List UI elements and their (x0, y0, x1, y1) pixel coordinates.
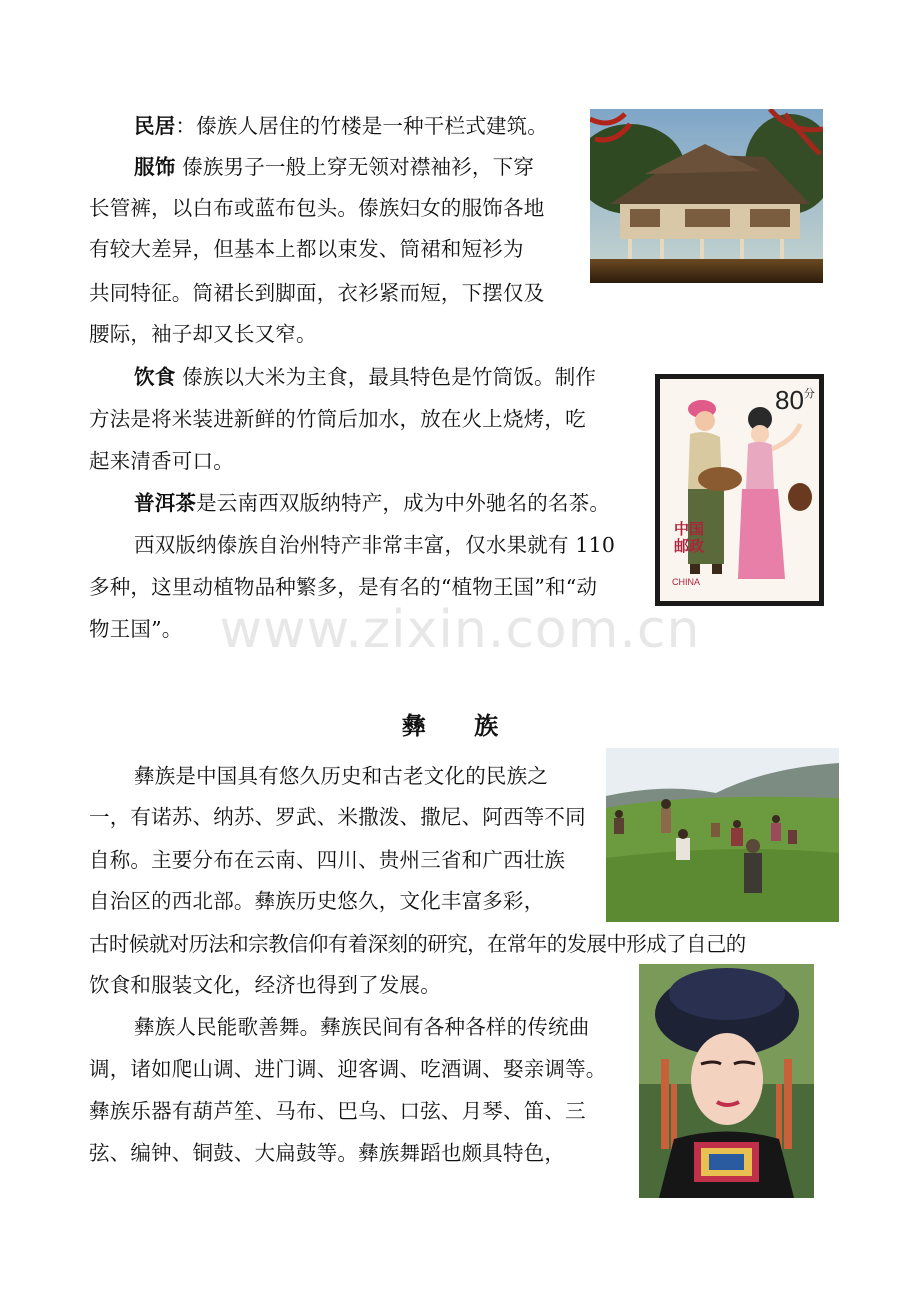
clothing-label: 服饰 (134, 155, 176, 179)
clothing-line-5: 腰际，袖子却又长又窄。 (89, 322, 317, 346)
yi-p1-line-3: 自称。主要分布在云南、四川、贵州三省和广西壮族 (89, 848, 566, 872)
yi-p2-line-3: 彝族乐器有葫芦笙、马布、巴乌、口弦、月琴、笛、三 (89, 1099, 586, 1123)
yi-field-photo (606, 748, 839, 922)
housing-paragraph (134, 112, 548, 140)
yi-p2-line-4: 弦、编钟、铜鼓、大扁鼓等。彝族舞蹈也颇具特色， (89, 1141, 566, 1165)
yi-p1-line-5: 古时候就对历法和宗教信仰有着深刻的研究，在常年的发展中形成了自己的 (89, 932, 746, 956)
clothing-line-1 (134, 153, 534, 181)
food-line-2: 方法是将米装进新鲜的竹筒后加水，放在火上烧烤，吃 (89, 407, 586, 431)
food-label: 饮食 (134, 365, 176, 389)
produce-line-3: 物王国”。 (89, 617, 183, 641)
clothing-line-2: 长管裤，以白布或蓝布包头。傣族妇女的服饰各地 (89, 196, 545, 220)
housing-label: 民居 (134, 114, 176, 138)
tea-paragraph (134, 489, 610, 517)
food-line-1 (134, 363, 596, 391)
yi-p1-line-2: 一，有诺苏、纳苏、罗武、米撒泼、撒尼、阿西等不同 (89, 805, 586, 829)
stamp-country-en: CHINA (672, 577, 701, 587)
yi-p2-line-1: 彝族人民能歌善舞。彝族民间有各种各样的传统曲 (134, 1015, 590, 1039)
bamboo-house-photo (590, 109, 823, 283)
produce-line-2: 多种，这里动植物品种繁多，是有名的“植物王国”和“动 (89, 575, 598, 599)
watermark: www.zixin.com.cn (219, 600, 701, 660)
yi-p1-line-4: 自治区的西北部。彝族历史悠久，文化丰富多彩， (89, 889, 545, 913)
tea-text: 是云南西双版纳特产，成为中外驰名的名茶。 (196, 491, 611, 515)
dai-stamp-image (655, 374, 824, 606)
produce-line-1: 西双版纳傣族自治州特产非常丰富，仅水果就有 110 (134, 533, 616, 557)
housing-text: ：傣族人居住的竹楼是一种干栏式建筑。 (175, 114, 549, 138)
tea-label: 普洱茶 (134, 491, 197, 515)
food-text-1: 傣族以大米为主食，最具特色是竹筒饭。制作 (175, 365, 597, 389)
yi-p1-line-1: 彝族是中国具有悠久历史和古老文化的民族之 (134, 764, 548, 788)
clothing-line-4: 共同特征。筒裙长到脚面，衣衫紧而短，下摆仅及 (89, 281, 545, 305)
clothing-text-1: 傣族男子一般上穿无领对襟袖衫，下穿 (175, 155, 535, 179)
yi-woman-portrait (639, 964, 814, 1198)
stamp-country-cn: 中国 邮政 (674, 520, 705, 555)
yi-p2-line-2: 调，诸如爬山调、进门调、迎客调、吃酒调、娶亲调等。 (89, 1057, 607, 1081)
clothing-line-3: 有较大差异，但基本上都以束发、筒裙和短衫为 (89, 237, 524, 261)
food-line-3: 起来清香可口。 (89, 449, 234, 473)
yi-p1-line-6: 饮食和服装文化，经济也得到了发展。 (89, 973, 441, 997)
stamp-value: $80^分$ (775, 385, 815, 415)
section-title-yi: 彝 族 (401, 711, 519, 740)
